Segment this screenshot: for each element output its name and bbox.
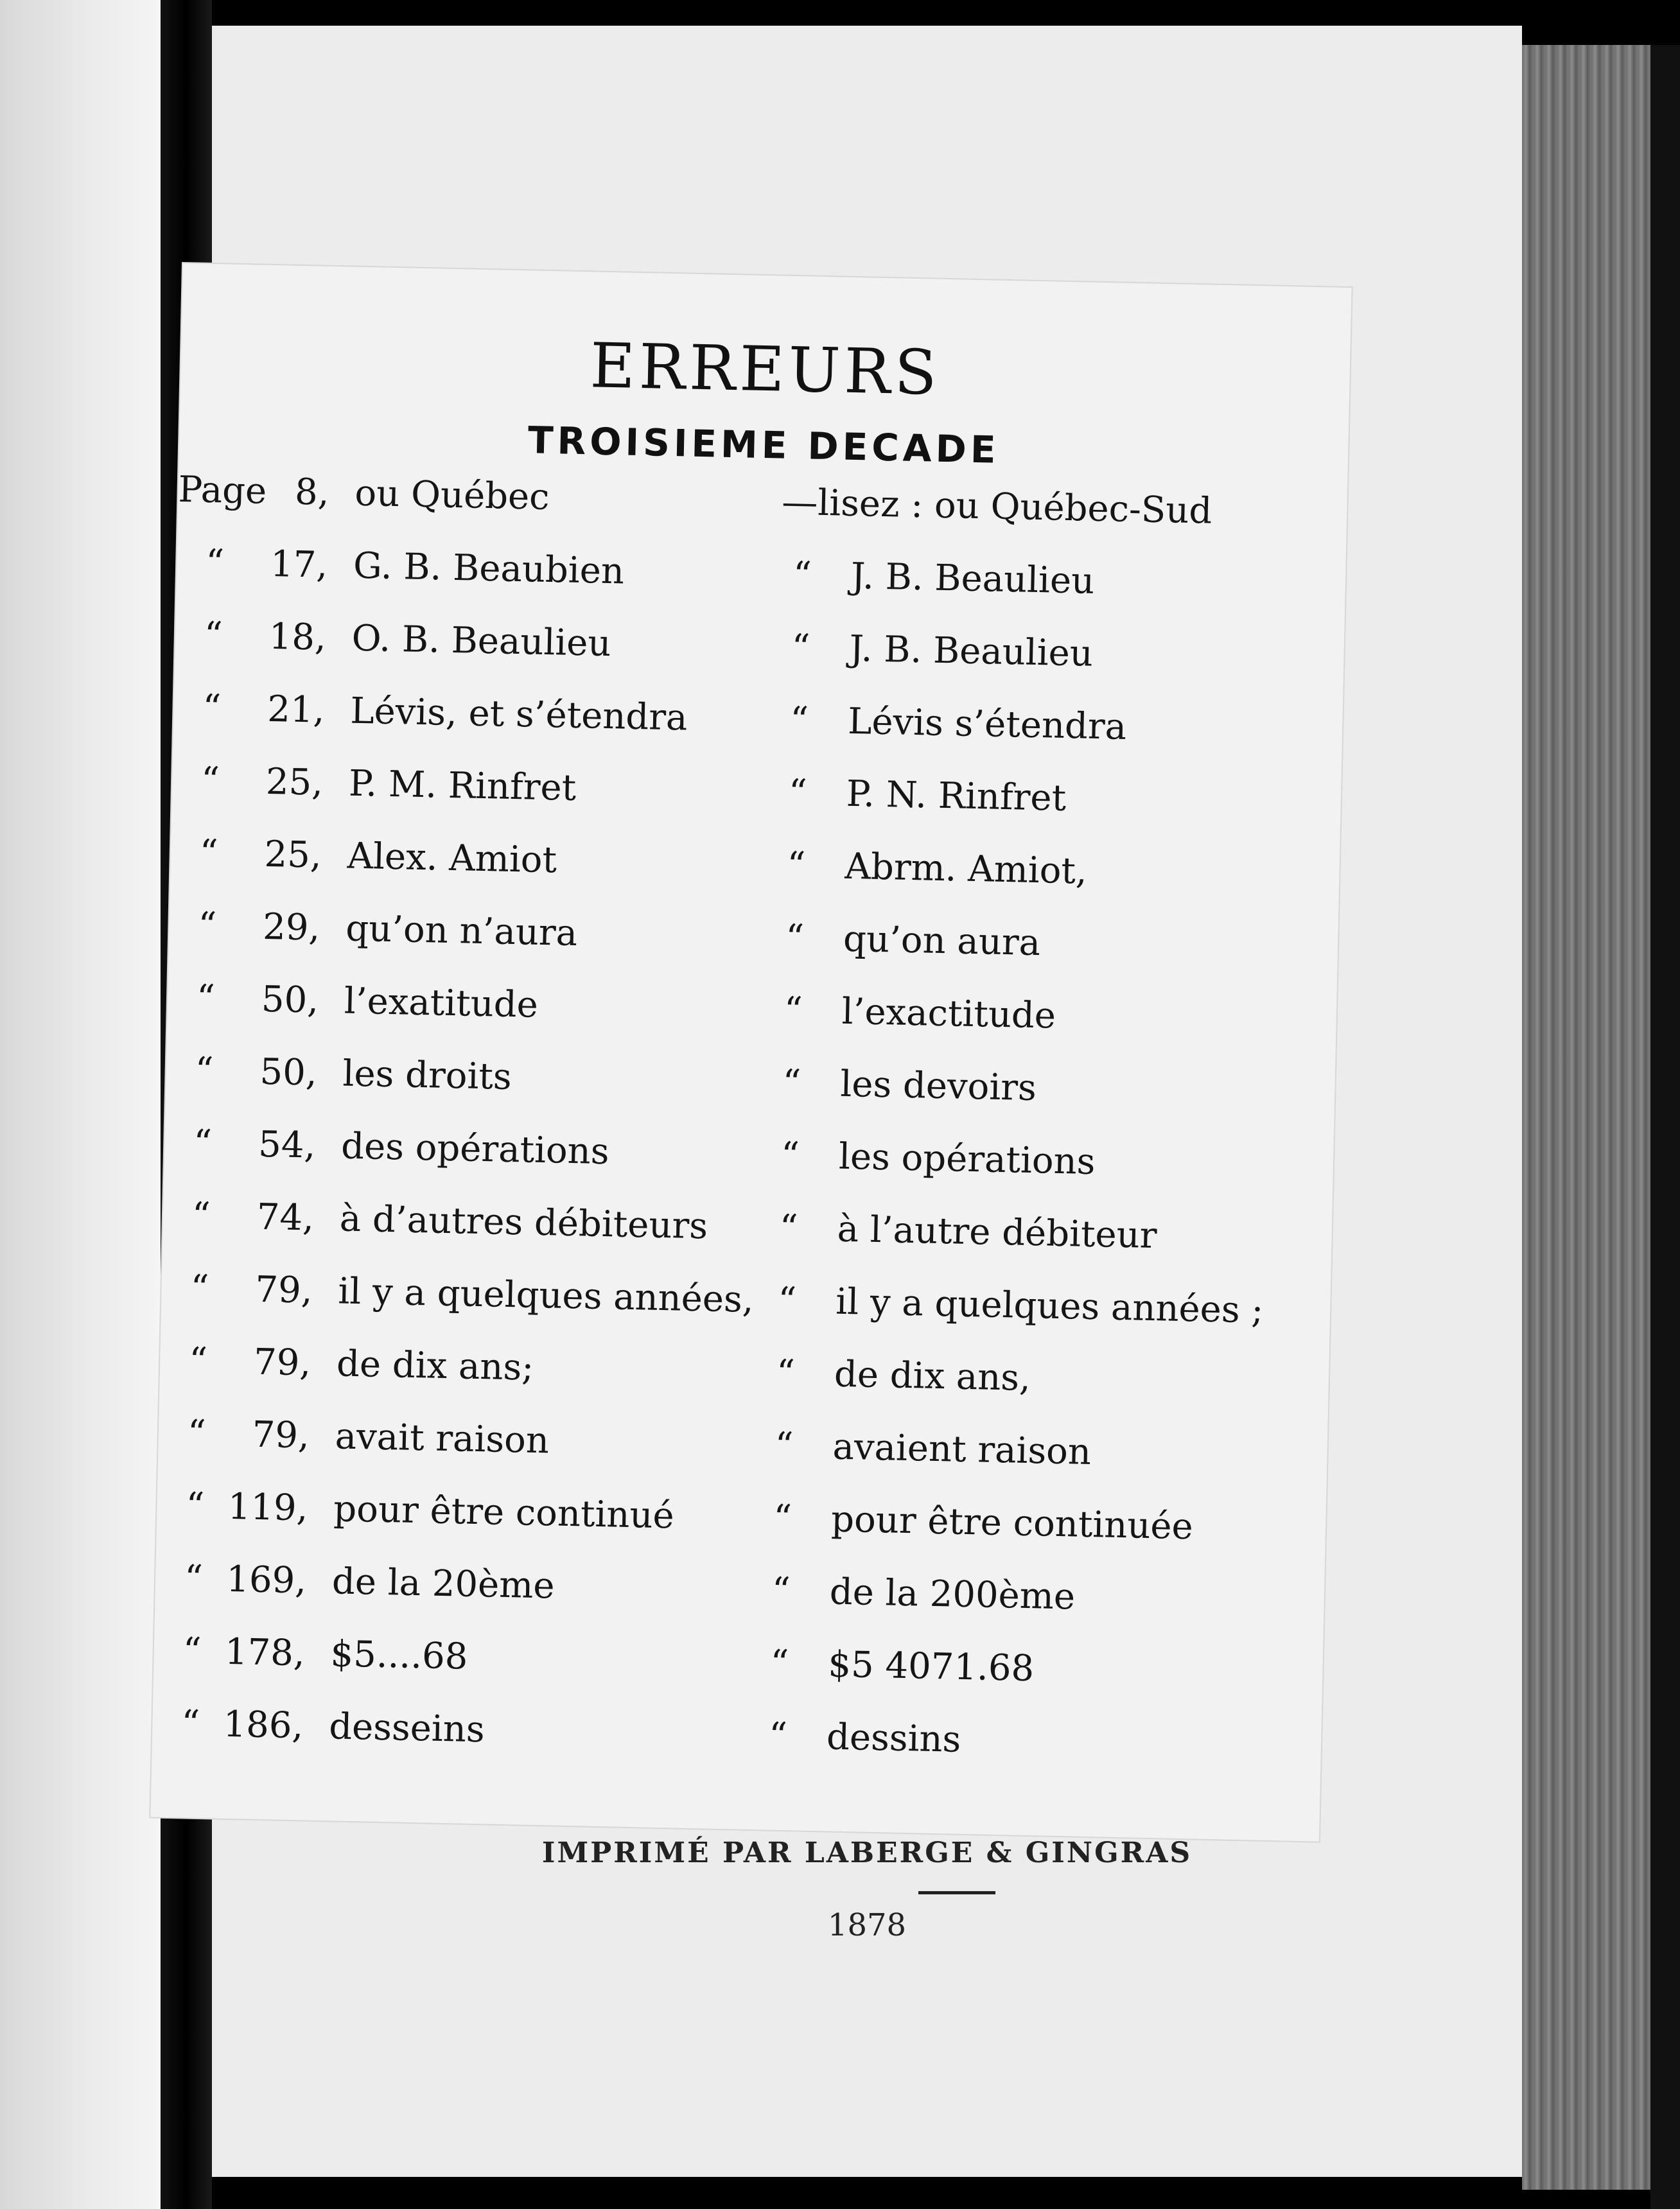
ditto-mark: “ — [182, 1630, 202, 1673]
error-text: ou Québec — [354, 472, 550, 519]
ditto-mark: “ — [197, 904, 217, 947]
ditto-mark: “ — [779, 1207, 799, 1250]
page-number: 178, — [224, 1630, 306, 1675]
error-text: il y a quelques années, — [337, 1270, 755, 1321]
correction-text: Lévis s’étendra — [847, 700, 1127, 748]
correction-text: l’exactitude — [841, 990, 1056, 1037]
ditto-mark: “ — [776, 1352, 796, 1395]
error-text: G. B. Beaubien — [353, 545, 625, 593]
ditto-mark: “ — [789, 699, 809, 742]
page-number: 119, — [227, 1485, 309, 1530]
page-number: 25, — [265, 760, 324, 804]
page-number: 21, — [267, 688, 326, 731]
error-text: avait raison — [335, 1415, 550, 1462]
page-number: 29, — [262, 905, 321, 949]
error-text: desseins — [328, 1706, 486, 1751]
ditto-mark: “ — [202, 686, 222, 729]
ditto-mark: “ — [188, 1340, 208, 1383]
page-number: 25, — [264, 833, 322, 877]
correction-text: P. N. Rinfret — [846, 773, 1067, 819]
correction-text: les devoirs — [839, 1063, 1037, 1110]
ditto-mark: “ — [193, 1122, 213, 1165]
ditto-mark: “ — [785, 916, 805, 959]
page-number: 74, — [256, 1196, 315, 1239]
ditto-mark: “ — [189, 1267, 209, 1310]
correction-text: $5 4071.68 — [827, 1643, 1035, 1690]
ditto-mark: “ — [187, 1412, 207, 1455]
page-number: 8, — [294, 471, 330, 514]
error-text: pour être continué — [333, 1488, 675, 1537]
correction-text: dessins — [826, 1716, 961, 1761]
ditto-mark: “ — [792, 554, 812, 597]
imprint-rule — [918, 1891, 995, 1894]
error-text: Lévis, et s’étendra — [349, 690, 688, 739]
error-text: qu’on n’aura — [345, 907, 578, 955]
correction-text: J. B. Beaulieu — [848, 627, 1094, 675]
errata-title: ERREURS — [589, 329, 941, 409]
ditto-mark: “ — [194, 1049, 214, 1092]
correction-text: les opérations — [838, 1135, 1096, 1183]
page-number: 169, — [225, 1558, 307, 1602]
error-text: des opérations — [340, 1125, 610, 1173]
page-number: 50, — [261, 978, 319, 1022]
correction-text: de la 200ème — [829, 1571, 1076, 1618]
error-text: Alex. Amiot — [347, 835, 557, 882]
error-text: O. B. Beaulieu — [351, 617, 612, 665]
correction-text: qu’on aura — [843, 918, 1041, 965]
correction-text: —lisez : ou Québec-Sud — [781, 481, 1212, 532]
errata-subtitle: TROISIEME DECADE — [527, 418, 1001, 472]
error-text: P. M. Rinfret — [348, 762, 577, 809]
ditto-mark: “ — [199, 832, 219, 875]
error-text: les droits — [342, 1052, 512, 1098]
page-prefix: Page — [177, 468, 267, 512]
error-text: $5....68 — [330, 1633, 469, 1678]
ditto-mark: “ — [200, 759, 220, 802]
correction-text: J. B. Beaulieu — [850, 555, 1095, 602]
ditto-mark: “ — [780, 1134, 800, 1177]
error-text: de dix ans; — [336, 1343, 534, 1389]
error-text: l’exatitude — [344, 980, 539, 1026]
page-number: 54, — [258, 1123, 316, 1167]
ditto-mark: “ — [777, 1279, 797, 1322]
ditto-mark: “ — [791, 626, 810, 669]
correction-text: avaient raison — [832, 1426, 1092, 1474]
correction-text: pour être continuée — [830, 1498, 1194, 1548]
ditto-mark: “ — [788, 771, 808, 814]
errata-slip — [150, 263, 1351, 1842]
ditto-mark: “ — [196, 977, 216, 1020]
ditto-mark: “ — [180, 1702, 200, 1745]
correction-text: Abrm. Amiot, — [844, 845, 1088, 893]
publication-year: 1878 — [827, 1907, 907, 1943]
page-number: 50, — [259, 1051, 318, 1094]
page-number: 79, — [252, 1413, 310, 1457]
ditto-mark: “ — [769, 1642, 789, 1685]
imprint-line: IMPRIMÉ PAR LABERGE & GINGRAS — [541, 1837, 1193, 1869]
ditto-mark: “ — [786, 844, 806, 887]
errata-list — [152, 469, 1347, 1799]
correction-text: de dix ans, — [834, 1353, 1031, 1400]
page-number: 79, — [253, 1341, 311, 1384]
correction-text: il y a quelques années ; — [835, 1280, 1264, 1332]
ditto-mark: “ — [782, 1061, 801, 1104]
ditto-mark: “ — [783, 989, 803, 1032]
error-text: à d’autres débiteurs — [339, 1198, 708, 1248]
scan-border — [1650, 45, 1680, 2209]
correction-text: à l’autre débiteur — [837, 1208, 1158, 1257]
ditto-mark: “ — [771, 1569, 791, 1612]
ditto-mark: “ — [204, 614, 223, 657]
ditto-mark: “ — [184, 1557, 204, 1600]
ditto-mark: “ — [185, 1485, 205, 1528]
ditto-mark: “ — [768, 1715, 788, 1758]
page-number: 17, — [270, 543, 328, 586]
page-number: 18, — [268, 615, 327, 659]
page-number: 79, — [254, 1268, 313, 1312]
page-stack-edge — [1522, 45, 1650, 2190]
ditto-mark: “ — [774, 1424, 794, 1467]
ditto-mark: “ — [191, 1194, 211, 1237]
ditto-mark: “ — [205, 541, 225, 584]
ditto-mark: “ — [773, 1497, 792, 1540]
page-number: 186, — [222, 1703, 304, 1747]
error-text: de la 20ème — [331, 1560, 556, 1607]
facing-page-edge — [0, 0, 161, 2209]
